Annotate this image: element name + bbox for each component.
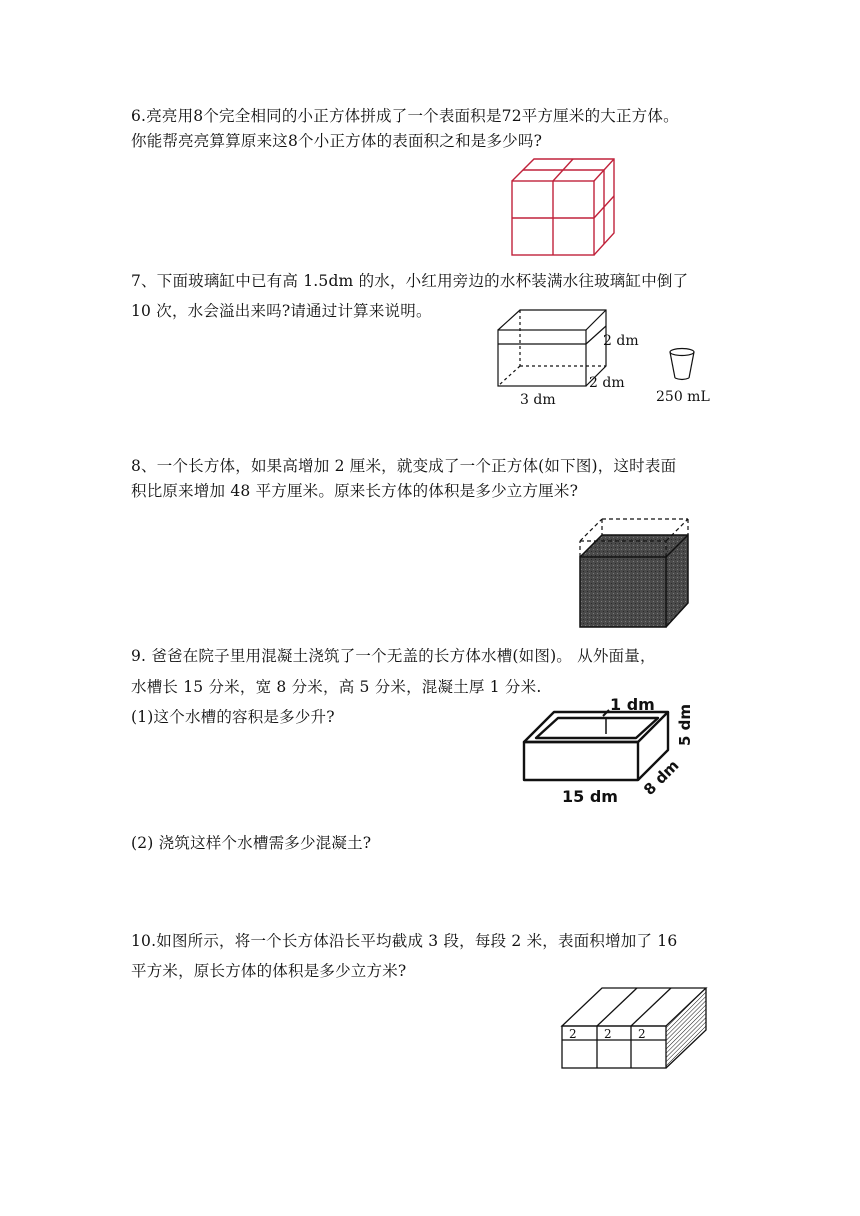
q9-height-label: 5 dm	[676, 703, 694, 746]
q6-cube-figure	[510, 157, 616, 257]
q10-segment-label-3: 2	[638, 1027, 646, 1041]
q9-trough-figure	[520, 690, 706, 808]
q9-sub-question-2: (2) 浇筑这样个水槽需多少混凝土?	[131, 834, 372, 852]
q7-height-label: 2 dm	[603, 333, 639, 349]
q8-text-line-2: 积比原来增加 48 平方厘米。原来长方体的体积是多少立方厘米?	[131, 482, 579, 500]
q10-text-line-1: 10.如图所示，将一个长方体沿长平均截成 3 段，每段 2 米，表面积增加了 16	[131, 932, 678, 950]
q9-width-label: 8 dm	[640, 756, 683, 799]
q9-length-label: 15 dm	[562, 787, 618, 806]
q7-width-label: 2 dm	[589, 375, 625, 391]
q10-segment-label-2: 2	[604, 1027, 612, 1041]
q8-cuboid-figure	[575, 515, 695, 633]
cup-icon	[670, 349, 694, 380]
q7-text-line-1: 7、下面玻璃缸中已有高 1.5dm 的水，小红用旁边的水杯装满水往玻璃缸中倒了	[131, 272, 689, 290]
q6-text-line-2: 你能帮亮亮算算原来这8个小正方体的表面积之和是多少吗?	[131, 132, 543, 150]
q10-segment-label-1: 2	[569, 1027, 577, 1041]
q7-tank-figure	[490, 306, 730, 410]
q9-sub-question-1: (1)这个水槽的容积是多少升?	[131, 708, 335, 726]
q7-text-line-2: 10 次，水会溢出来吗?请通过计算来说明。	[131, 302, 432, 320]
q6-text-line-1: 6.亮亮用8个完全相同的小正方体拼成了一个表面积是72平方厘米的大正方体。	[131, 107, 679, 125]
q9-thickness-label: 1 dm	[610, 695, 655, 714]
q10-cuboid-figure	[560, 985, 712, 1075]
q7-cup-label: 250 mL	[656, 389, 710, 405]
q9-text-line-1: 9. 爸爸在院子里用混凝土浇筑了一个无盖的长方体水槽(如图)。 从外面量，	[131, 647, 656, 665]
q9-text-line-2: 水槽长 15 分米，宽 8 分米，高 5 分米，混凝土厚 1 分米.	[131, 678, 542, 696]
q7-length-label: 3 dm	[520, 392, 556, 408]
q8-text-line-1: 8、一个长方体，如果高增加 2 厘米，就变成了一个正方体(如下图)，这时表面	[131, 457, 677, 475]
q10-text-line-2: 平方米，原长方体的体积是多少立方米?	[131, 962, 407, 980]
